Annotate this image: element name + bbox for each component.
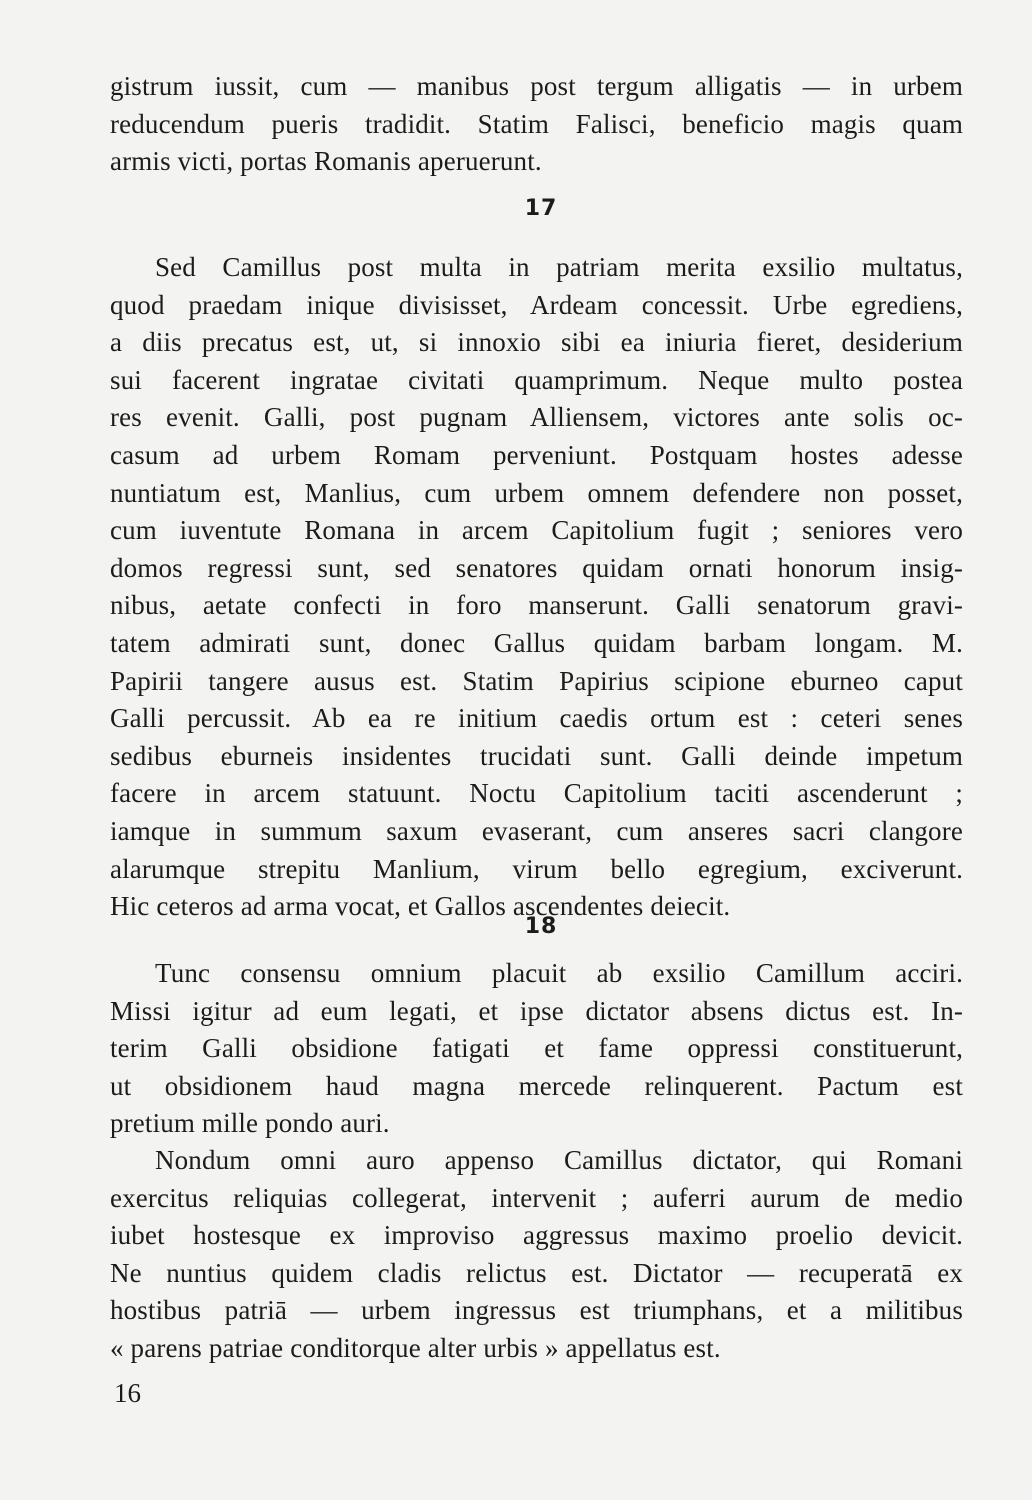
page-number: 16 <box>114 1378 141 1408</box>
text-line: exercitus reliquias collegerat, intervenit ; auferri aurum de medio <box>110 1182 963 1213</box>
paragraph-18-1 <box>110 955 963 1143</box>
text-line: res evenit. Galli, post pugnam Alliensem, victores ante solis oc- <box>110 402 963 433</box>
text-line: cum iuventute Romana in arcem Capitolium fugit ; seniores vero <box>110 515 963 546</box>
text-line: a diis precatus est, ut, si innoxio sibi ea iniuria fieret, desiderium <box>110 327 963 358</box>
text-line: hostibus patriā — urbem ingressus est triumphans, et a militibus <box>110 1295 963 1326</box>
text-line: pretium mille pondo auri. <box>110 1108 390 1139</box>
text-line: nibus, aetate confecti in foro manserunt. Galli senatorum gravi- <box>110 590 963 621</box>
paragraph-18-2 <box>110 1142 963 1368</box>
text-line: facere in arcem statuunt. Noctu Capitolium taciti ascenderunt ; <box>110 778 963 809</box>
paragraph-17 <box>110 249 963 926</box>
text-line: alarumque strepitu Manlium, virum bello egregium, exciverunt. <box>110 853 963 884</box>
text-line: nuntiatum est, Manlius, cum urbem omnem defendere non posset, <box>110 477 963 508</box>
text-line: reducendum pueris tradidit. Statim Falisci, beneficio magis quam <box>110 108 963 139</box>
text-line: sedibus eburneis insidentes trucidati sunt. Galli deinde impetum <box>110 740 963 771</box>
text-line: iubet hostesque ex improviso aggressus maximo proelio devicit. <box>110 1220 963 1251</box>
text-line: Papirii tangere ausus est. Statim Papirius scipione eburneo caput <box>110 665 963 696</box>
section-heading-18: 18 <box>524 914 558 939</box>
text-line: Hic ceteros ad arma vocat, et Gallos ascendentes deiecit. <box>110 891 731 922</box>
text-line: ut obsidionem haud magna mercede relinquerent. Pactum est <box>110 1070 963 1101</box>
text-line: Tunc consensu omnium placuit ab exsilio Camillum acciri. <box>155 958 963 988</box>
text-line: Sed Camillus post multa in patriam merita exsilio multatus, <box>155 252 963 282</box>
section-heading-17: 17 <box>524 196 558 221</box>
text-line: casum ad urbem Romam perveniunt. Postquam hostes adesse <box>110 439 963 470</box>
text-line: Missi igitur ad eum legati, et ipse dictator absens dictus est. In- <box>110 995 963 1026</box>
text-line: Nondum omni auro appenso Camillus dictator, qui Romani <box>155 1145 963 1175</box>
text-line: sui facerent ingratae civitati quamprimum. Neque multo postea <box>110 364 963 395</box>
text-line: tatem admirati sunt, donec Gallus quidam barbam longam. M. <box>110 627 963 658</box>
text-line: gistrum iussit, cum — manibus post tergum alligatis — in urbem <box>110 71 963 101</box>
text-line: quod praedam inique divisisset, Ardeam concessit. Urbe egrediens, <box>110 289 963 320</box>
text-line: « parens patriae conditorque alter urbis » appellatus est. <box>110 1332 721 1363</box>
text-line: terim Galli obsidione fatigati et fame oppressi constituerunt, <box>110 1033 963 1064</box>
text-line: Ne nuntius quidem cladis relictus est. Dictator — recuperatā ex <box>110 1257 963 1288</box>
paragraph-continued <box>110 68 963 181</box>
text-line: armis victi, portas Romanis aperuerunt. <box>110 146 542 177</box>
text-line: iamque in summum saxum evaserant, cum anseres sacri clangore <box>110 815 963 846</box>
text-line: domos regressi sunt, sed senatores quidam ornati honorum insig- <box>110 552 963 583</box>
text-line: Galli percussit. Ab ea re initium caedis ortum est : ceteri senes <box>110 703 963 734</box>
